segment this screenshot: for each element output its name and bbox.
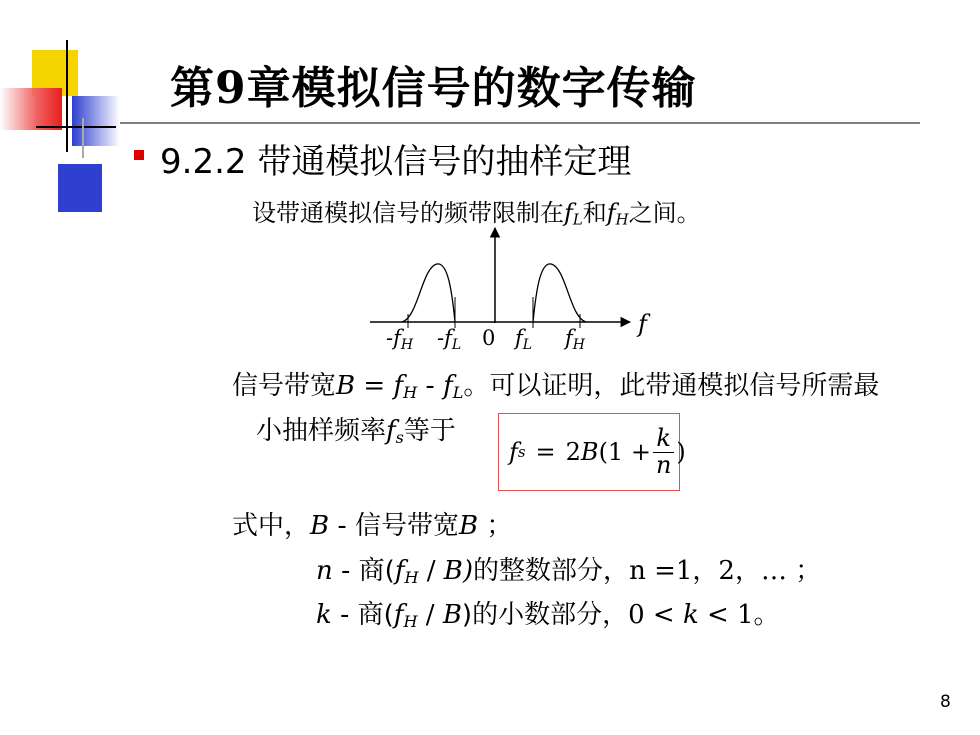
r3-c: 0 < (628, 600, 683, 630)
bw-fL: f (443, 371, 453, 401)
intro-prefix: 设带通模拟信号的频带限制在 (252, 199, 564, 227)
r2-f: f (394, 556, 405, 586)
bw2-s: s (395, 428, 404, 448)
bandwidth-statement-line2 (256, 410, 456, 447)
r1-b: - 信号带宽 (329, 511, 460, 541)
r1-B2: B (459, 511, 479, 541)
intro-f: f (564, 199, 573, 227)
red-gradient-bar (0, 88, 62, 130)
slide-title: 第9章模拟信号的数字传输 (170, 63, 697, 114)
bw-eq: = (355, 371, 394, 401)
label-zero: 0 (482, 326, 496, 350)
r2-b: 的整数部分， (473, 556, 630, 586)
positive-band-curve (533, 264, 586, 322)
label-fH: fH (565, 326, 585, 353)
formula-eq: = (535, 438, 556, 466)
r2-H: H (404, 568, 419, 588)
intro-L: L (572, 210, 583, 229)
r3-k2: k (682, 600, 699, 630)
intro-and: 和 (582, 199, 607, 227)
r2-slash: / (418, 556, 444, 586)
vertical-line (66, 40, 68, 152)
r2-a: - 商( (332, 556, 395, 586)
definition-n (316, 550, 821, 587)
corner-decoration (0, 0, 130, 220)
formula-2: 2 (565, 438, 581, 466)
bw2-f: f (386, 416, 396, 446)
page-number: 8 (940, 692, 951, 712)
bw-fH: f (393, 371, 404, 401)
label-neg-fL: -fL (437, 326, 462, 353)
bw-L: L (452, 383, 464, 403)
r2-n: n (316, 556, 333, 586)
definition-B (232, 505, 512, 542)
r3-a: - 商( (331, 600, 394, 630)
r1-a: 式中， (232, 511, 311, 541)
vertical-line-light (82, 118, 84, 158)
horizontal-line (36, 126, 116, 128)
title-divider (120, 122, 920, 124)
bw-text-1: 信号带宽 (232, 371, 337, 401)
intro-H: H (615, 210, 629, 229)
r3-d: < 1。 (698, 600, 780, 630)
bandpass-spectrum-diagram (340, 222, 670, 357)
sampling-formula-box (498, 413, 686, 491)
intro-f2: f (606, 199, 616, 227)
bandwidth-statement (232, 365, 879, 402)
definition-k (316, 594, 780, 631)
intro-suffix: 之间。 (628, 199, 701, 227)
bw-minus: - (417, 371, 444, 401)
bw2-suffix: 等于 (403, 416, 456, 446)
formula-numerator: k (653, 426, 674, 452)
bw-text-2: 。可以证明，此带通模拟信号所需最 (463, 371, 880, 401)
formula-open: (1 + (598, 438, 651, 466)
bw-B: B (336, 371, 356, 401)
axis-label-f: f (638, 310, 647, 338)
r3-k: k (316, 600, 332, 630)
r3-f: f (393, 600, 404, 630)
label-neg-fH: -fH (386, 326, 414, 353)
formula-B: B (580, 438, 599, 466)
r2-B: B) (443, 556, 474, 586)
r3-H: H (403, 612, 418, 632)
blue-square (58, 164, 102, 212)
r1-B: B (310, 511, 330, 541)
blue-gradient-bar (72, 96, 120, 146)
r3-slash: / (417, 600, 443, 630)
r2-c: n =1，2，… ； (629, 556, 822, 586)
bullet-square-icon (134, 150, 144, 160)
r3-B: B (442, 600, 462, 630)
label-fL: fL (515, 326, 533, 353)
formula-lhs-sub: s (517, 443, 526, 461)
negative-band-curve (402, 264, 455, 322)
formula-fraction (653, 426, 674, 477)
r3-b: )的小数部分， (461, 600, 629, 630)
formula-lhs: f (509, 438, 518, 466)
r1-c: ； (478, 511, 513, 541)
section-heading: 9.2.2 带通模拟信号的抽样定理 (160, 142, 632, 182)
bw2-prefix: 小抽样频率 (256, 416, 387, 446)
formula-denominator: n (655, 450, 672, 479)
formula-close: ) (676, 438, 686, 466)
bw-H: H (403, 383, 418, 403)
formula-content (509, 414, 686, 490)
